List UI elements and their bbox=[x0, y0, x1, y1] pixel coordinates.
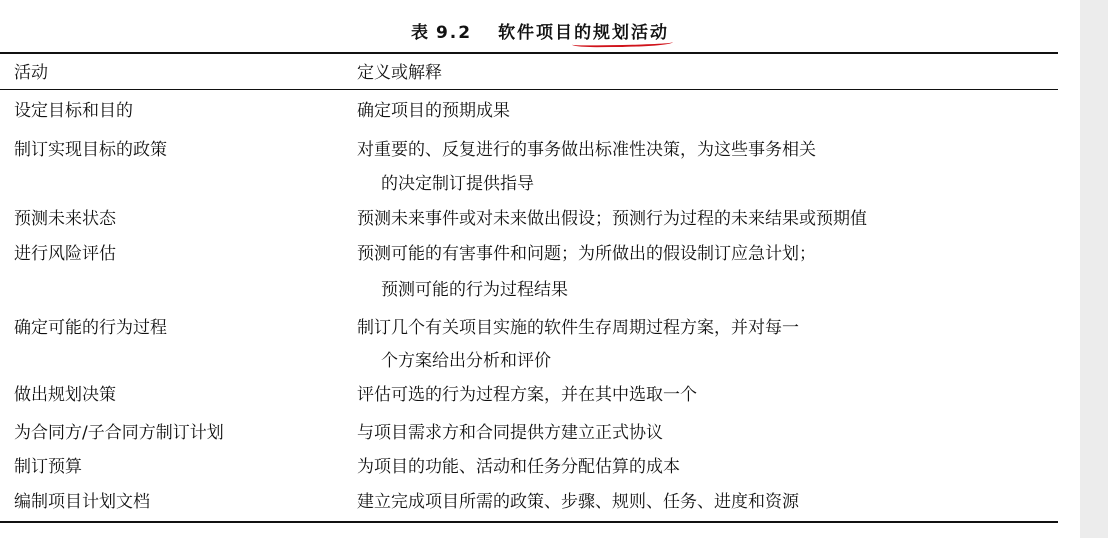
caption-title-part1: 软件项目 bbox=[498, 23, 575, 43]
row-definition: 预测可能的有害事件和问题；为所做出的假设制订应急计划； bbox=[357, 244, 816, 264]
row-activity: 编制项目计划文档 bbox=[14, 492, 150, 512]
row-definition: 预测未来事件或对未来做出假设；预测行为过程的未来结果或预期值 bbox=[357, 209, 867, 229]
table-caption bbox=[0, 18, 1080, 43]
caption-prefix: 表 bbox=[410, 23, 430, 43]
row-activity: 制订预算 bbox=[14, 457, 82, 477]
row-activity: 预测未来状态 bbox=[14, 209, 116, 229]
caption-title-underlined: 的规划活动 bbox=[574, 18, 669, 43]
row-definition-continued: 预测可能的行为过程结果 bbox=[381, 280, 568, 300]
table-bottom-rule bbox=[0, 521, 1058, 523]
row-definition: 确定项目的预期成果 bbox=[357, 101, 510, 121]
row-definition: 建立完成项目所需的政策、步骤、规则、任务、进度和资源 bbox=[357, 492, 799, 512]
table-header-rule bbox=[0, 89, 1058, 90]
row-definition: 制订几个有关项目实施的软件生存周期过程方案，并对每一 bbox=[357, 318, 799, 338]
row-definition: 评估可选的行为过程方案，并在其中选取一个 bbox=[357, 385, 697, 405]
row-definition: 为项目的功能、活动和任务分配估算的成本 bbox=[357, 457, 680, 477]
row-definition: 对重要的、反复进行的事务做出标准性决策，为这些事务相关 bbox=[357, 140, 816, 160]
row-definition-continued: 个方案给出分析和评价 bbox=[381, 351, 551, 371]
row-definition: 与项目需求方和合同提供方建立正式协议 bbox=[357, 423, 663, 443]
header-activity: 活动 bbox=[14, 63, 48, 83]
row-activity: 制订实现目标的政策 bbox=[14, 140, 167, 160]
row-activity: 进行风险评估 bbox=[14, 244, 116, 264]
row-activity: 确定可能的行为过程 bbox=[14, 318, 167, 338]
header-definition: 定义或解释 bbox=[357, 63, 442, 83]
row-definition-continued: 的决定制订提供指导 bbox=[381, 174, 534, 194]
row-activity: 做出规划决策 bbox=[14, 385, 116, 405]
row-activity: 设定目标和目的 bbox=[14, 101, 133, 121]
caption-number: 9.2 bbox=[435, 23, 473, 43]
viewer-side-strip bbox=[1080, 0, 1108, 538]
table-top-rule bbox=[0, 52, 1058, 54]
row-activity: 为合同方/子合同方制订计划 bbox=[14, 423, 224, 443]
